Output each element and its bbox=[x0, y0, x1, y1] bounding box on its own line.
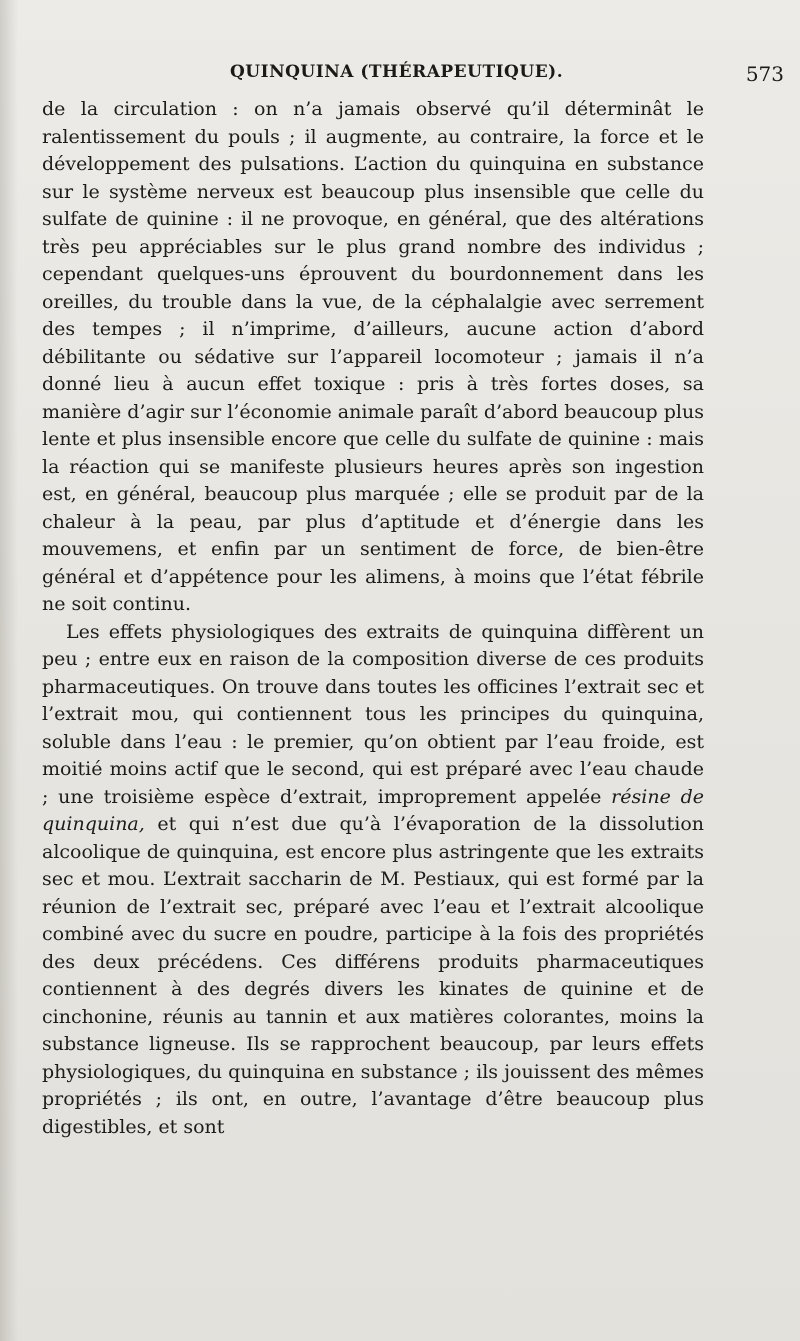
body-text bbox=[42, 96, 704, 1141]
paragraph-1: de la circulation : on n’a jamais observé qu’il déterminât le ralentissement du pouls ; il augmente, au contraire, la force et le développement des pulsations. L’action du quinquina en substance sur le système nerveux est beaucoup plus insensible que celle du sulfate de quinine : il ne provoque, en général, que des altérations très peu appréciables sur le plus grand nombre des individus ; cependant quelques-uns éprouvent du bourdonnement dans les oreilles, du trouble dans la vue, de la céphalalgie avec serrement des tempes ; il n’imprime, d’ailleurs, aucune action d’abord débilitante ou sédative sur l’appareil locomoteur ; jamais il n’a donné lieu à aucun effet toxique : pris à très fortes doses, sa manière d’agir sur l’économie animale paraît d’abord beaucoup plus lente et plus insensible encore que celle du sulfate de quinine : mais la réaction qui se manifeste plusieurs heures après son ingestion est, en général, beaucoup plus marquée ; elle se produit par de la chaleur à la peau, par plus d’aptitude et d’énergie dans les mouvemens, et enfin par un sentiment de force, de bien-être général et d’appétence pour les alimens, à moins que l’état fébrile ne soit continu. bbox=[42, 98, 704, 615]
paragraph-2 bbox=[42, 619, 704, 1142]
italic-term: résine de quinquina, bbox=[42, 785, 704, 835]
paragraph-2-text-after-italic: et qui n’est due qu’à l’évaporation de la dissolution alcoolique de quinquina, est encore plus astringente que les extraits sec et mou. L’extrait saccharin de M. Pestiaux, qui est formé par la réunion de l’extrait sec, préparé avec l’eau et l’extrait alcoolique combiné avec du sucre en poudre, participe à la fois des propriétés des deux précédens. Ces différens produits pharmaceutiques contiennent à des degrés divers les kinates de quinine et de cinchonine, réunis au tannin et aux matières colorantes, moins la substance ligneuse. Ils se rapprochent beaucoup, par leurs effets physiologiques, du quinquina en substance ; ils jouissent des mêmes propriétés ; ils ont, en outre, l’avantage d’être beaucoup plus digestibles, et sont bbox=[42, 813, 704, 1138]
paragraph-2-text-before-italic: Les effets physiologiques des extraits de quinquina diffèrent un peu ; entre eux en raison de la composition diverse de ces produits pharmaceutiques. On trouve dans toutes les officines l’extrait sec et l’extrait mou, qui contiennent tous les principes du quinquina, soluble dans l’eau : le premier, qu’on obtient par l’eau froide, est moitié moins actif que le second, qui est préparé avec l’eau chaude ; une troisième espèce d’extrait, improprement appelée bbox=[42, 620, 704, 808]
running-head: QUINQUINA (THÉRAPEUTIQUE). bbox=[230, 62, 564, 82]
page-number: 573 bbox=[745, 62, 784, 86]
page-header bbox=[0, 62, 800, 92]
